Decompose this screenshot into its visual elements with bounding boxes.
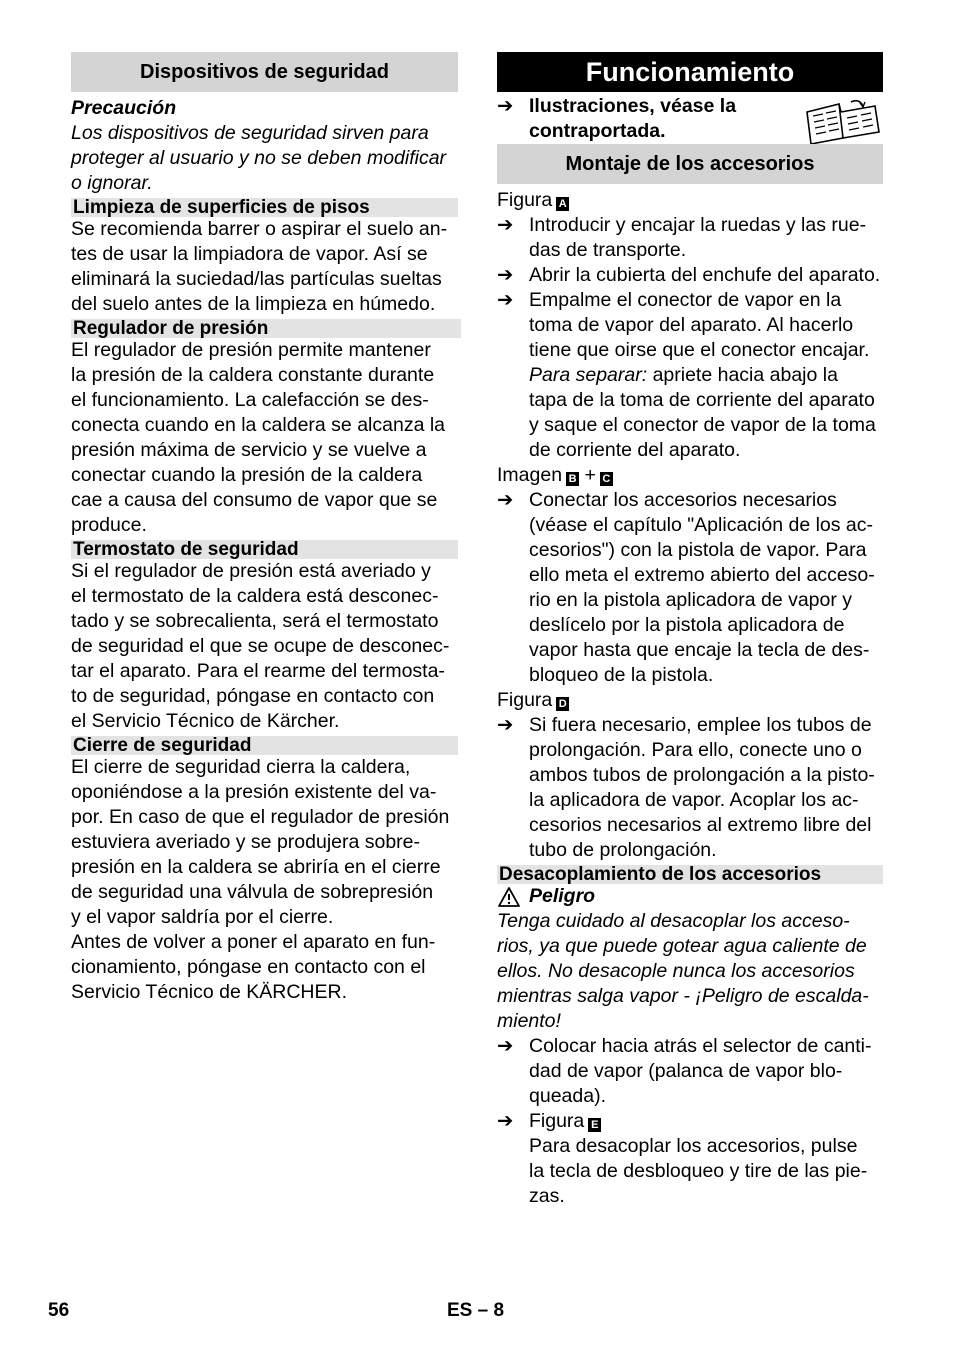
- illustrations-note-text: Ilustraciones, véase la contraportada.: [529, 95, 737, 142]
- figure-d-letter: D: [556, 697, 569, 711]
- instruction-figure-e: ➔ Figura E Para desacoplar los accesorios, pulse la tecla de desbloqueo y tire de las pie- zas.: [497, 1110, 868, 1207]
- left-column: [71, 52, 458, 1005]
- warning-triangle-icon: [497, 886, 521, 908]
- image-c-letter: C: [600, 472, 613, 486]
- section-header-safety-devices: Dispositivos de seguridad: [71, 52, 458, 92]
- figure-a-ref: Figura A: [497, 188, 883, 213]
- danger-label: Peligro: [529, 885, 596, 907]
- illustrations-note: [497, 94, 883, 144]
- section-header-operation: Funcionamiento: [497, 52, 883, 92]
- page-number: 56: [48, 1300, 70, 1321]
- instruction-wheels: ➔ Introducir y encajar la ruedas y las rue- das de transporte.: [497, 214, 867, 261]
- instruction-steam-connector: ➔ Empalme el conector de vapor en la toma de vapor del aparato. Al hacerlo tiene que oirse que el conector encajar. Para separar: apriete hacia abajo la tapa de la toma de corriente del aparato y saque el conector de vapor de la toma de corriente del aparato.: [497, 289, 876, 461]
- paragraph-floor-cleaning: Se recomienda barrer o aspirar el suelo an- tes de usar la limpiadora de vapor. Así se eliminará la suciedad/las partículas sueltas del suelo antes de la limpieza en húmedo.: [71, 218, 448, 315]
- arrow-right-icon: ➔: [497, 1035, 514, 1057]
- arrow-right-icon: ➔: [497, 214, 514, 236]
- instruction-extension-tubes: ➔ Si fuera necesario, emplee los tubos de prolongación. Para ello, conecte uno o ambos tubos de prolongación a la pisto- la aplicadora de vapor. Acoplar los ac- cesorios necesarios al extremo libre del tubo de prolongación.: [497, 714, 875, 861]
- subheading-safety-thermostat: Termostato de seguridad: [71, 540, 458, 559]
- arrow-right-icon: ➔: [497, 714, 514, 736]
- danger-text: Tenga cuidado al desacoplar los acceso- rios, ya que puede gotear agua caliente de ellos. No desacople nunca los accesorios mientras salga vapor - ¡Peligro de escalda- miento!: [497, 910, 869, 1032]
- image-bc-ref: Imagen B + C: [497, 463, 883, 488]
- arrow-right-icon: ➔: [497, 1110, 514, 1132]
- caution-label: Precaución: [71, 97, 177, 119]
- figure-d-ref: Figura D: [497, 688, 883, 713]
- page-reference: ES – 8: [447, 1300, 505, 1321]
- paragraph-pressure-regulator: El regulador de presión permite mantener la presión de la caldera constante durante el funcionamiento. La calefacción se des- conecta cuando en la caldera se alcanza la presión máxima de servicio y se vuelve a conectar cuando la presión de la caldera cae a causa del consumo de vapor que se produce.: [71, 339, 446, 536]
- instruction-steam-selector: ➔ Colocar hacia atrás el selector de canti- dad de vapor (palanca de vapor blo- queada).: [497, 1035, 872, 1107]
- right-column: [497, 52, 883, 1209]
- instruction-connect-accessories: ➔ Conectar los accesorios necesarios (véase el capítulo "Aplicación de los ac- cesorios") con la pistola de vapor. Para ello meta el extremo abierto del acceso- rio en la pistola aplicadora de vapor y deslícelo por la pistola aplicadora de vapor hasta que encaje la tecla de des- bloqueo de la pistola.: [497, 489, 875, 686]
- caution-text: Los dispositivos de seguridad sirven para proteger al usuario y no se deben modificar o ignorar.: [71, 122, 447, 194]
- instruction-open-cover: ➔ Abrir la cubierta del enchufe del aparato.: [497, 264, 881, 286]
- open-book-icon: [803, 98, 883, 144]
- subheading-floor-cleaning: Limpieza de superficies de pisos: [71, 198, 458, 217]
- arrow-right-icon: ➔: [497, 289, 514, 311]
- figure-a-letter: A: [556, 197, 569, 211]
- image-b-letter: B: [566, 472, 579, 486]
- subheading-safety-lock: Cierre de seguridad: [71, 736, 458, 755]
- arrow-right-icon: ➔: [497, 95, 514, 117]
- arrow-right-icon: ➔: [497, 489, 514, 511]
- paragraph-safety-thermostat: Si el regulador de presión está averiado y el termostato de la caldera está desconec- tado y se sobrecalienta, será el termostato de seguridad el que se ocupe de desconec- tar el aparato. Para el rearme del termosta- to de seguridad, póngase en contacto con el Servicio Técnico de Kärcher.: [71, 560, 450, 732]
- paragraph-safety-lock: El cierre de seguridad cierra la caldera, oponiéndose a la presión existente del va- por. En caso de que el regulador de presión estuviera averiado y se produjera sobre- presión en la caldera se abriría en el cierre de seguridad una válvula de sobrepresión y el vapor saldría por el cierre. Antes de volver a poner el aparato en fun- cionamiento, póngase en contacto con el Servicio Técnico de KÄRCHER.: [71, 756, 450, 1003]
- subheading-pressure-regulator: Regulador de presión: [71, 319, 461, 338]
- arrow-right-icon: ➔: [497, 264, 514, 286]
- subheading-uncoupling: Desacoplamiento de los accesorios: [497, 865, 883, 884]
- danger-label-row: [497, 884, 883, 909]
- figure-e-letter: E: [588, 1118, 601, 1132]
- section-header-accessory-assembly: Montaje de los accesorios: [497, 144, 883, 184]
